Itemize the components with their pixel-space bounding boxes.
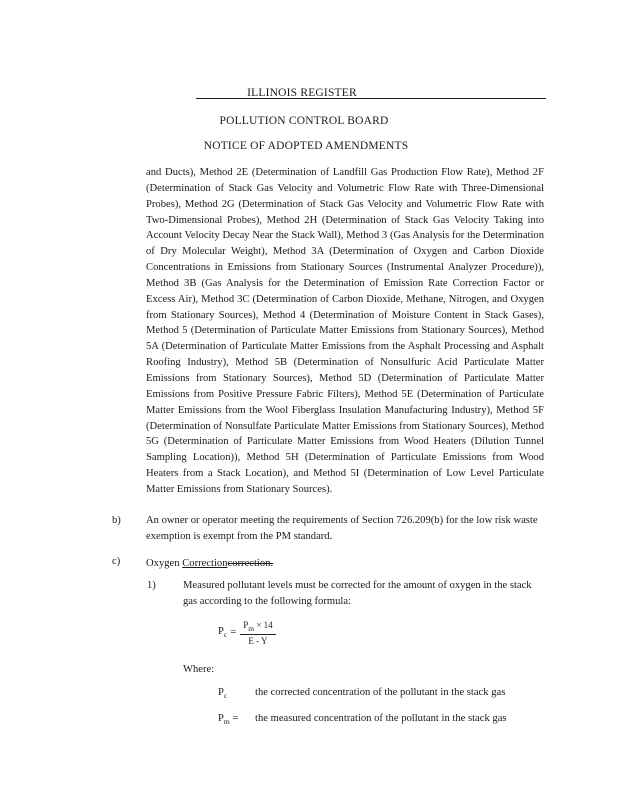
definition-symbol: $P_c$: [218, 687, 228, 701]
formula-fraction: [240, 620, 275, 646]
board-title: POLLUTION CONTROL BOARD: [219, 115, 389, 127]
definition-text: the corrected concentration of the pollutant in the stack gas: [255, 687, 506, 698]
formula-lhs: $P_c$: [218, 626, 228, 640]
formula-denominator: E - Y: [248, 635, 268, 646]
item-1-label: 1): [147, 580, 156, 591]
formula-equals: =: [230, 627, 237, 639]
definition-symbol: $P_m$ =: [218, 713, 239, 727]
item-b-label: b): [112, 515, 121, 526]
where-label: Where:: [183, 664, 215, 675]
item-b-text: An owner or operator meeting the requirements of Section 726.209(b) for the low risk waste exemption is exempt from the PM standard.: [146, 515, 538, 542]
register-title: ILLINOIS REGISTER: [247, 87, 357, 99]
oxygen-correction-formula: [218, 620, 276, 646]
item-c-heading: [146, 556, 273, 572]
inserted-text: Correction: [182, 558, 228, 569]
item-c-label: c): [112, 556, 121, 567]
oxygen-word: Oxygen: [146, 558, 180, 569]
definition-text: the measured concentration of the pollutant in the stack gas: [255, 713, 507, 724]
formula-numerator: $P_m \times 14$: [240, 620, 275, 635]
methods-paragraph: and Ducts), Method 2E (Determination of Landfill Gas Production Flow Rate), Method 2F (Determination of Stack Gas Velocity and Volumetric Flow Rate with Three-Dimensional Probes), Method 2G (Determination of Stack Gas Velocity and Volumetric Flow Rate with Two-Dimensional Probes), Method 2H (Determination of Stack Gas Velocity Taking into Account Velocity Decay Near the Stack Wall), Method 3 (Gas Analysis for the Determination of Dry Molecular Weight), Method 3A (Determination of Oxygen and Carbon Dioxide Concentrations in Emissions from Stationary Sources (Instrumental Analyzer Procedure)), Method 3B (Gas Analysis for the Determination of Emission Rate Correction Factor or Excess Air), Method 3C (Determination of Carbon Dioxide, Methane, Nitrogen, and Oxygen from Stationary Sources), Method 4 (Determination of Moisture Content in Stack Gases), Method 5 (Determination of Particulate Matter Emissions from Stationary Sources), Method 5A (Determination of Particulate Matter Emissions from the Asphalt Processing and Asphalt Roofing Industry), Method 5B (Determination of Nonsulfuric Acid Particulate Matter Emissions from Stationary Sources), Method 5D (Determination of Particulate Matter Emissions from Positive Pressure Fabric Filters), Method 5E (Determination of Particulate Matter Emissions from the Wool Fiberglass Insulation Manufacturing Industry), Method 5F (Determination of Nonsulfate Particulate Matter Emissions from Stationary Sources), Method 5G (Determination of Particulate Matter Emissions from Wood Heaters (Dilution Tunnel Sampling Location)), Method 5H (Determination of Particulate Emissions from Wood Heaters from a Stack Location), and Method 5I (Determination of Low Level Particulate Matter Emissions from Stationary Sources).: [146, 167, 544, 495]
item-1-text: Measured pollutant levels must be corrected for the amount of oxygen in the stack gas according to the following formula:: [183, 580, 532, 607]
notice-title: NOTICE OF ADOPTED AMENDMENTS: [203, 140, 409, 152]
deleted-text: correction.: [227, 558, 274, 569]
